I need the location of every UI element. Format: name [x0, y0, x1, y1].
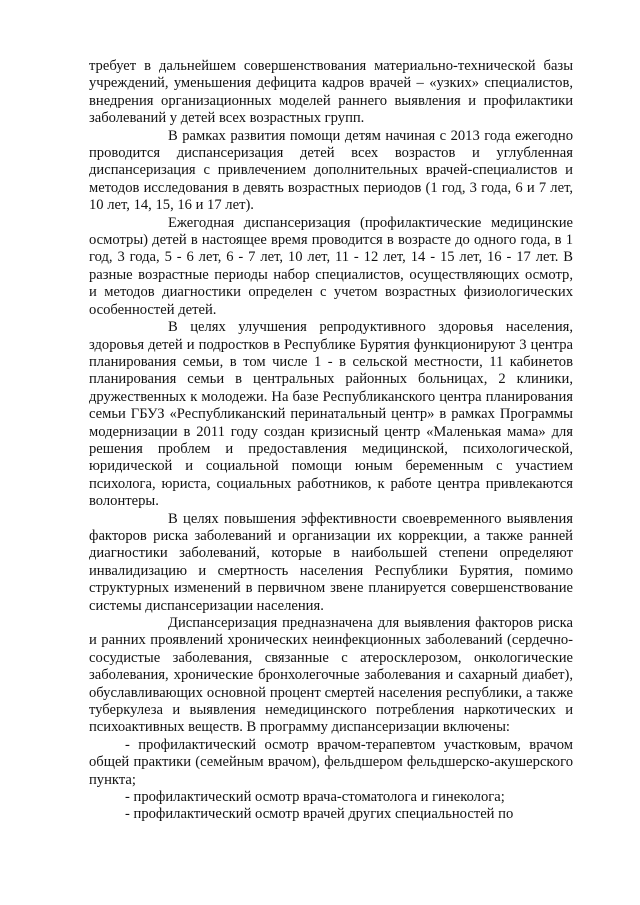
paragraph-annual-screening: Ежегодная диспансеризация (профилактические медицинские осмотры) детей в настоящее время проводится в возрасте до одного года, в 1 год, 3 года, 5 - 6 лет, 6 - 7 лет, 10 лет, 11 - 12 лет, 14 - 15 лет, 16 - 17 лет. В разные возрастные периоды набор специалистов, осуществляющих осмотр, и методов диагностики определен с учетом возрастных физиологических особенностей детей.: [89, 214, 573, 318]
document-body: [89, 58, 573, 824]
list-item: - профилактический осмотр врача-стоматолога и гинеколога;: [125, 789, 505, 806]
paragraph-efficiency: В целях повышения эффективности своевременного выявления факторов риска заболеваний и организации их коррекции, а также ранней диагностики заболеваний, которые в наибольшей степени определяют инвалидизацию и смертность населения Республики Бурятия, помимо структурных изменений в первичном звене планируется совершенствование системы диспансеризации населения.: [89, 510, 573, 614]
list-item: - профилактический осмотр врачей других специальностей по: [125, 806, 514, 823]
paragraph-continuation: требует в дальнейшем совершенствования материально-технической базы учреждений, уменьшения дефицита кадров врачей – «узких» специалистов, внедрения организационных моделей раннего выявления и профилактики заболеваний у детей всех возрастных групп.: [89, 58, 573, 127]
list-item: - профилактический осмотр врачом-терапевтом участковым, врачом общей практики (семейным врачом), фельдшером фельдшерско-акушерского пункта;: [89, 736, 573, 788]
paragraph-child-screening: В рамках развития помощи детям начиная с 2013 года ежегодно проводится диспансеризация детей всех возрастов и углубленная диспансеризация с привлечением дополнительных врачей-специалистов и методов исследования в девять возрастных периодов (1 год, 3 года, 6 и 7 лет, 10 лет, 14, 15, 16 и 17 лет).: [89, 127, 573, 214]
paragraph-screening-purpose: Диспансеризация предназначена для выявления факторов риска и ранних проявлений хронических неинфекционных заболеваний (сердечно-сосудистые заболевания, связанные с атеросклерозом, онкологические заболевания, хронические бронхолегочные заболевания и сахарный диабет), обуславливающих основной процент смертей населения республики, а также туберкулеза и выявления немедицинского потребления наркотических и психоактивных веществ. В программу диспансеризации включены:: [89, 615, 573, 736]
paragraph-reproductive-health: В целях улучшения репродуктивного здоровья населения, здоровья детей и подростков в Республике Бурятия функционируют 3 центра планирования семьи, в том числе 1 - в сельской местности, 11 кабинетов планирования семьи в центральных районных больницах, 2 клиники, дружественных к молодежи. На базе Республиканского центра планирования семьи ГБУЗ «Республиканский перинатальный центр» в рамках Программы модернизации в 2011 году создан кризисный центр «Маленькая мама» для решения проблем и предоставления медицинской, психологической, юридической и социальной помощи юным беременным с участием психолога, юриста, социальных работников, к работе центра привлекаются волонтеры.: [89, 319, 573, 510]
